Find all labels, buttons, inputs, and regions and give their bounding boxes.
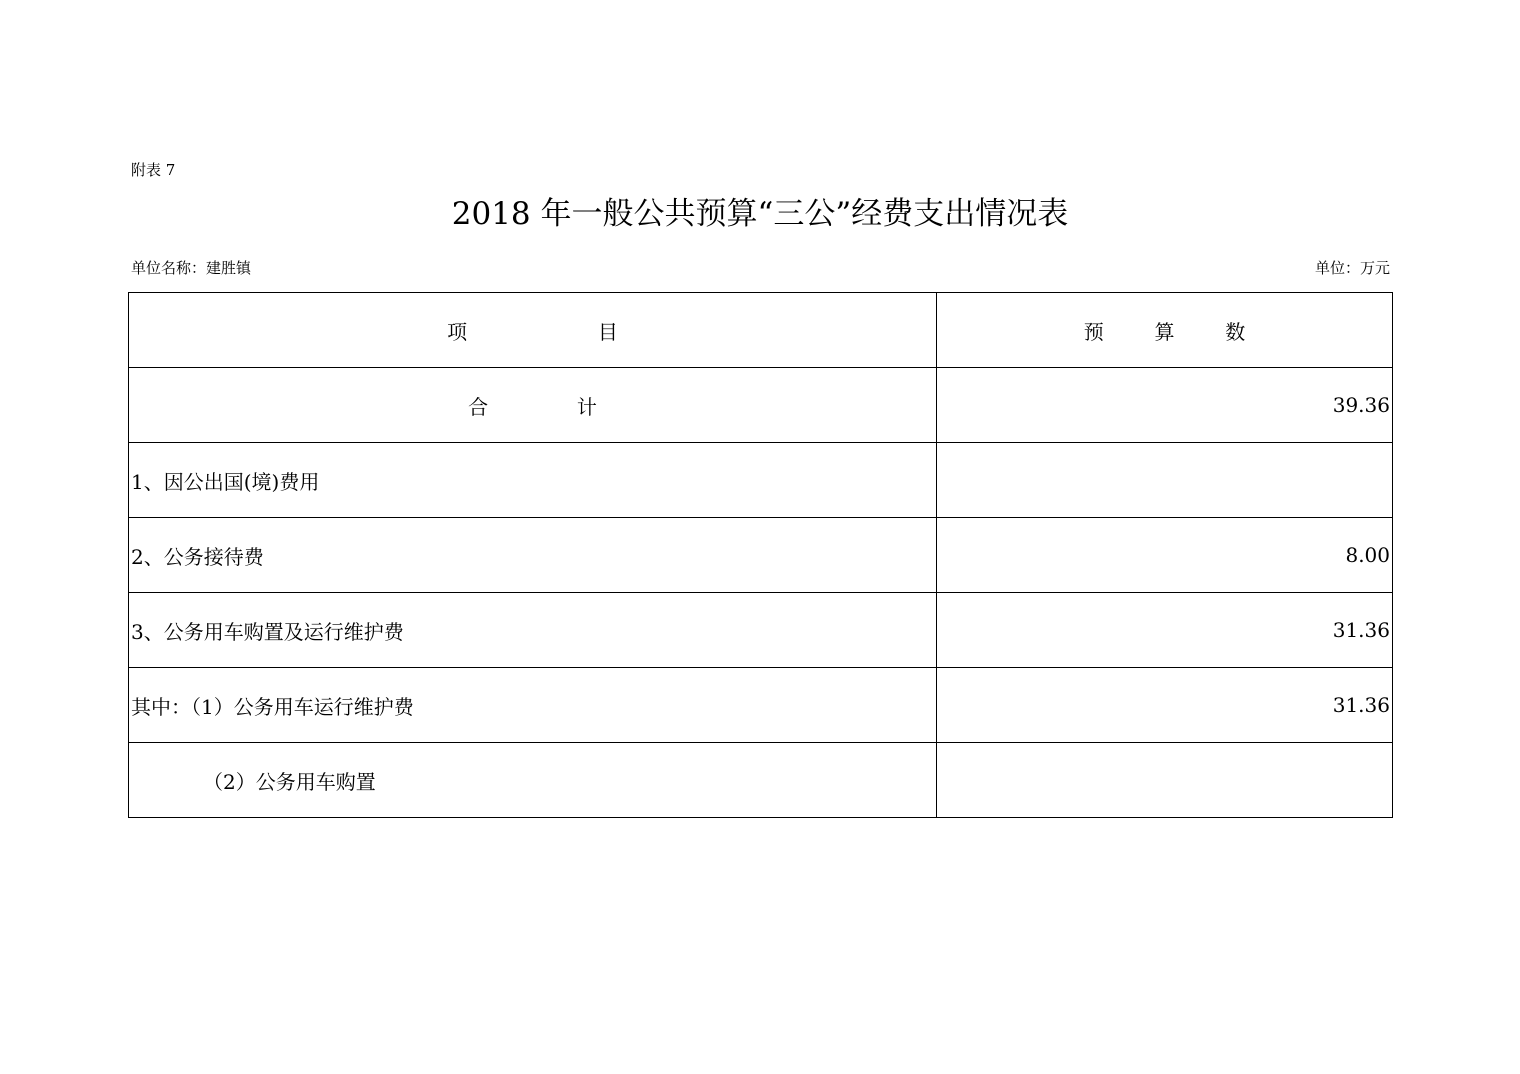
header-item-char: 目 <box>597 319 618 344</box>
row-item: 1、因公出国(境)费用 <box>129 443 937 518</box>
header-amount-char: 算 <box>1154 319 1175 344</box>
budget-table <box>128 292 1393 818</box>
row-item: 其中：（1）公务用车运行维护费 <box>129 668 937 743</box>
unit-name-label: 单位名称：建胜镇 <box>131 259 252 277</box>
table-row <box>129 443 1393 518</box>
table-header-row <box>129 293 1393 368</box>
row-item: 2、公务接待费 <box>129 518 937 593</box>
table-row-total <box>129 368 1393 443</box>
header-amount-char: 预 <box>1083 319 1104 344</box>
total-amount: 39.36 <box>937 368 1393 443</box>
row-amount: 31.36 <box>937 668 1393 743</box>
annex-label: 附表 7 <box>131 161 176 179</box>
table-row <box>129 668 1393 743</box>
total-label-char: 计 <box>576 394 597 419</box>
header-amount <box>937 293 1393 368</box>
row-amount: 8.00 <box>937 518 1393 593</box>
header-item-char: 项 <box>447 319 468 344</box>
table-row <box>129 743 1393 818</box>
currency-unit-label: 单位：万元 <box>1314 259 1390 277</box>
row-item: 3、公务用车购置及运行维护费 <box>129 593 937 668</box>
row-amount <box>937 443 1393 518</box>
row-amount: 31.36 <box>937 593 1393 668</box>
total-label-char: 合 <box>468 394 489 419</box>
row-item: （2）公务用车购置 <box>129 743 937 818</box>
page-title: 2018 年一般公共预算“三公”经费支出情况表 <box>451 196 1069 232</box>
table-row <box>129 518 1393 593</box>
total-label <box>129 368 937 443</box>
header-item <box>129 293 937 368</box>
row-amount <box>937 743 1393 818</box>
header-amount-char: 数 <box>1225 319 1246 344</box>
table-row <box>129 593 1393 668</box>
